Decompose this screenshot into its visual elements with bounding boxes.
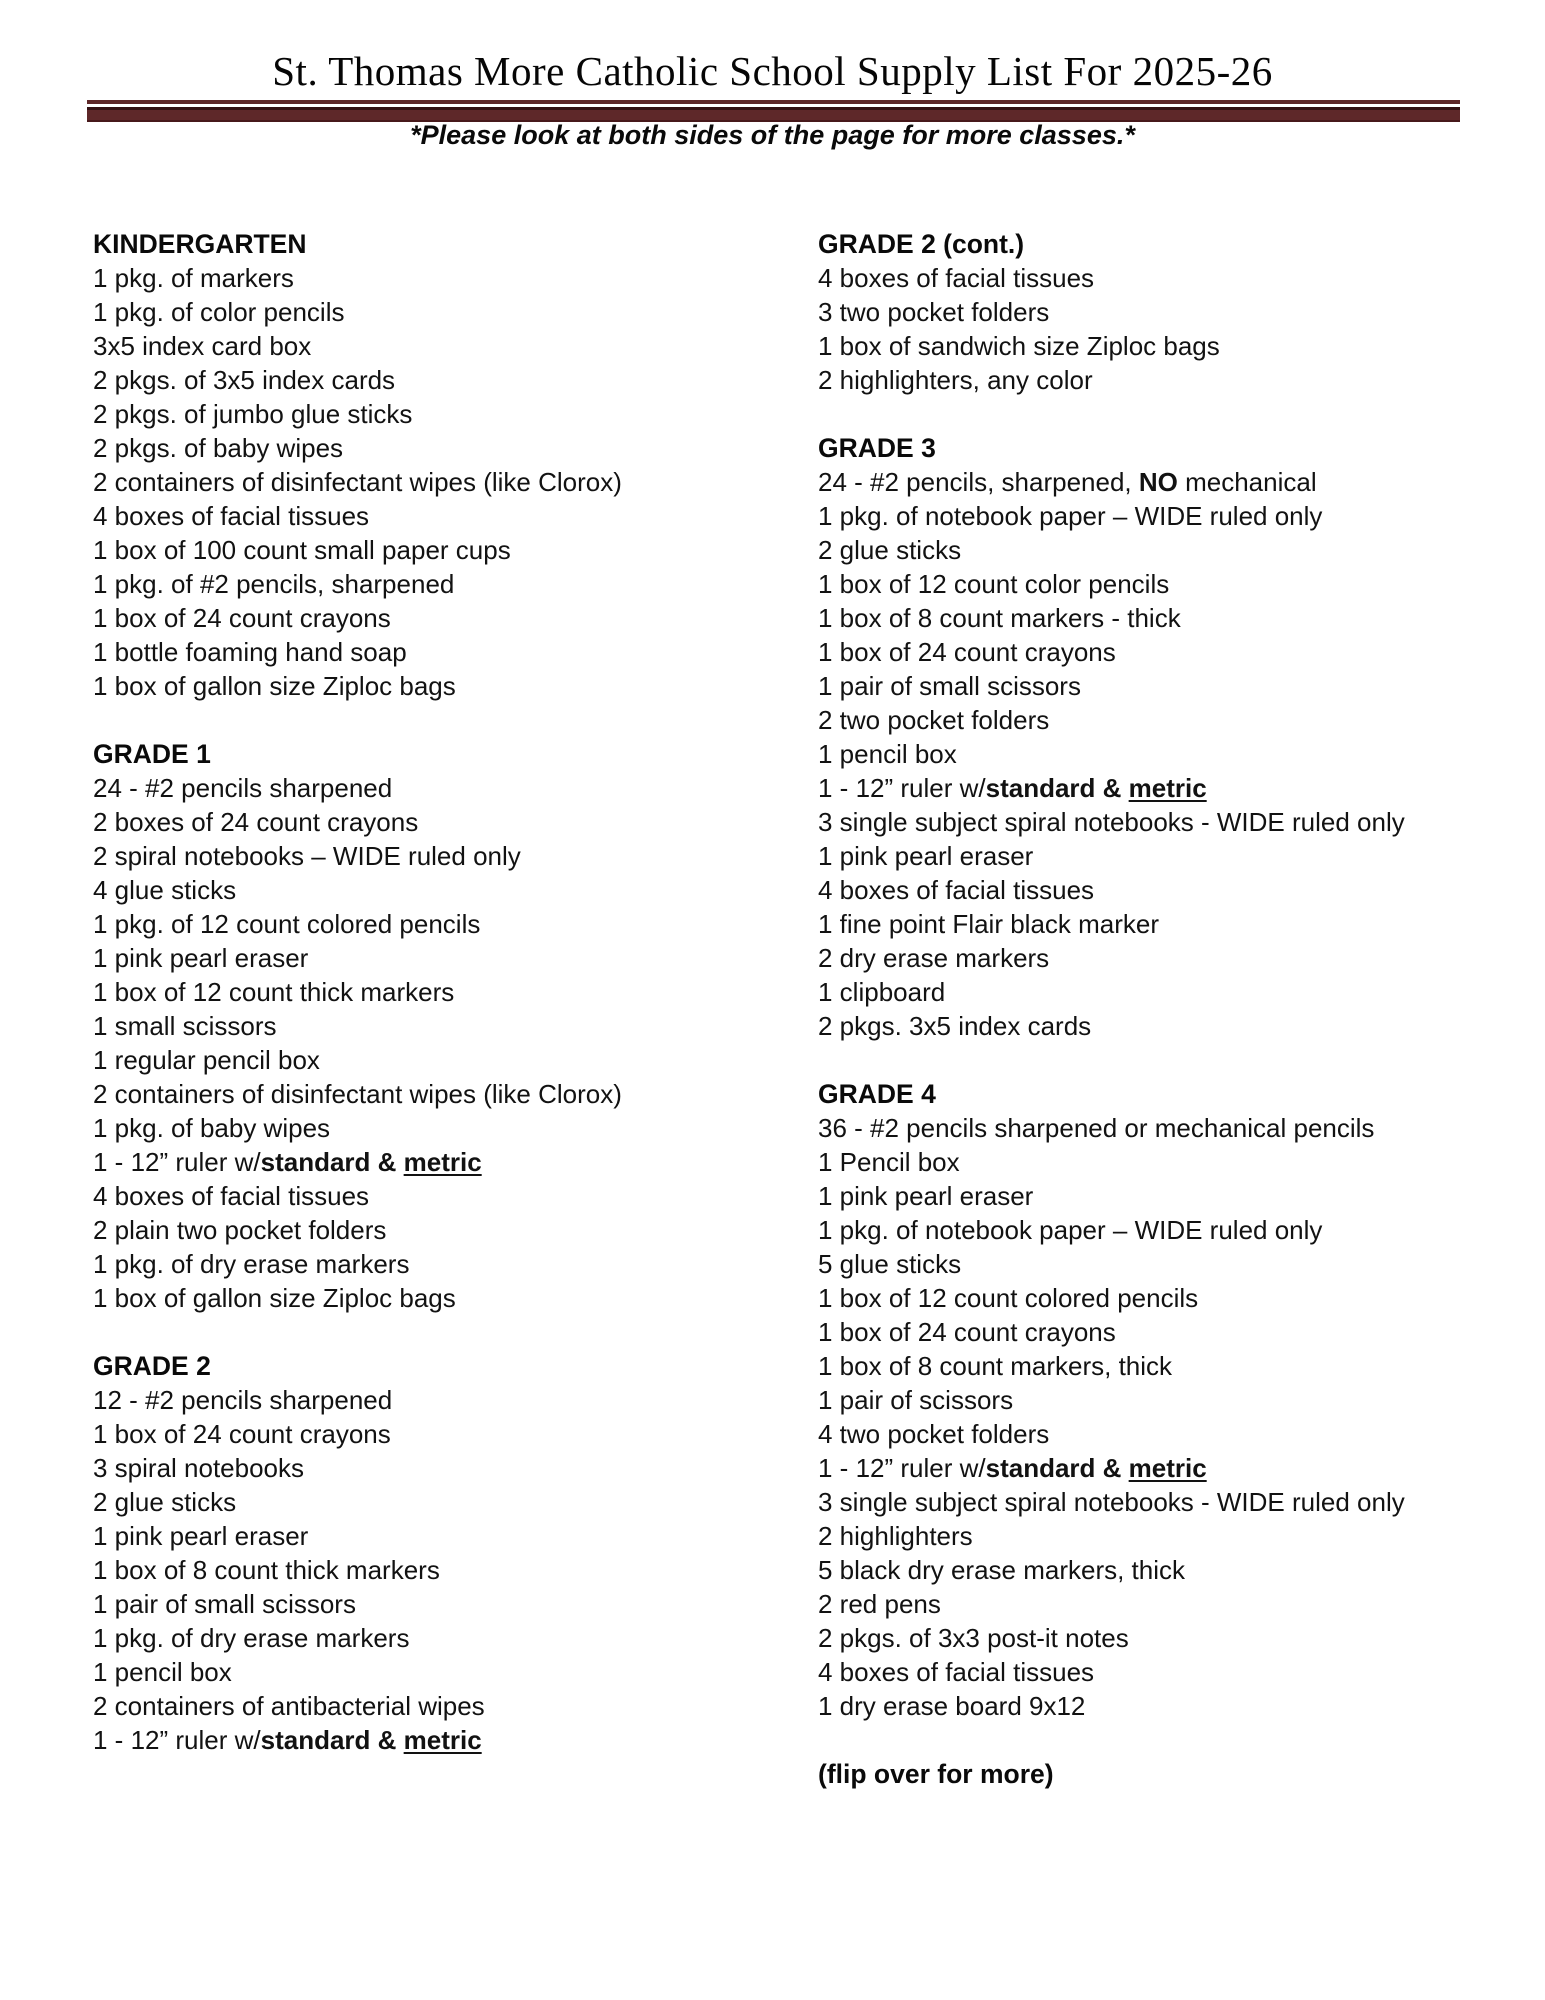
supply-item: 1 box of 100 count small paper cups xyxy=(93,535,511,565)
page-title: St. Thomas More Catholic School Supply List For 2025-26 xyxy=(272,48,1273,94)
supply-item: 1 pkg. of dry erase markers xyxy=(93,1249,410,1279)
supply-section xyxy=(818,431,1518,1043)
supply-item: 4 boxes of facial tissues xyxy=(818,1657,1095,1687)
page-subtitle: *Please look at both sides of the page for more classes.* xyxy=(410,120,1135,150)
supply-section xyxy=(818,227,1518,397)
supply-item: 1 box of sandwich size Ziploc bags xyxy=(818,331,1220,361)
supply-item: 1 box of 8 count thick markers xyxy=(93,1555,440,1585)
supply-item: 2 containers of disinfectant wipes (like Clorox) xyxy=(93,467,622,497)
supply-item: 1 bottle foaming hand soap xyxy=(93,637,407,667)
item-text-segment: standard & xyxy=(985,773,1129,803)
divider-thin-line xyxy=(87,100,1460,104)
supply-items-list xyxy=(93,1383,808,1757)
item-text-segment: 1 - 12” ruler w/ xyxy=(93,1725,261,1755)
supply-item: 2 pkgs. of baby wipes xyxy=(93,433,344,463)
supply-item: 24 - #2 pencils sharpened xyxy=(93,773,393,803)
supply-section xyxy=(93,1349,808,1757)
supply-item: 2 pkgs. of 3x5 index cards xyxy=(93,365,396,395)
supply-item: 1 pair of scissors xyxy=(818,1385,1014,1415)
supply-item: 1 dry erase board 9x12 xyxy=(818,1691,1086,1721)
section-heading: GRADE 4 xyxy=(818,1079,936,1109)
supply-item: 36 - #2 pencils sharpened or mechanical pencils xyxy=(818,1113,1375,1143)
supply-item: 2 pkgs. of 3x3 post-it notes xyxy=(818,1623,1129,1653)
supply-item: 4 boxes of facial tissues xyxy=(818,263,1095,293)
supply-item: 1 pkg. of dry erase markers xyxy=(93,1623,410,1653)
item-text-segment: standard & xyxy=(985,1453,1129,1483)
supply-item: 1 pkg. of 12 count colored pencils xyxy=(93,909,481,939)
supply-section xyxy=(93,737,808,1315)
supply-item: 1 pencil box xyxy=(93,1657,232,1687)
supply-item: 1 box of 24 count crayons xyxy=(93,603,391,633)
column-left xyxy=(93,227,808,1791)
supply-item: 1 pkg. of notebook paper – WIDE ruled only xyxy=(818,501,1323,531)
supply-item: 2 two pocket folders xyxy=(818,705,1050,735)
supply-item: 2 containers of antibacterial wipes xyxy=(93,1691,485,1721)
supply-item: 1 box of 12 count colored pencils xyxy=(818,1283,1199,1313)
section-heading: GRADE 1 xyxy=(93,739,211,769)
supply-item: 1 pkg. of markers xyxy=(93,263,294,293)
supply-item: 1 pkg. of color pencils xyxy=(93,297,345,327)
supply-item: 2 spiral notebooks – WIDE ruled only xyxy=(93,841,521,871)
supply-item: 1 pink pearl eraser xyxy=(818,1181,1034,1211)
supply-item: 1 pair of small scissors xyxy=(818,671,1081,701)
supply-item: 4 glue sticks xyxy=(93,875,237,905)
supply-item: 12 - #2 pencils sharpened xyxy=(93,1385,393,1415)
column-right xyxy=(818,227,1518,1825)
supply-item: 1 box of gallon size Ziploc bags xyxy=(93,1283,456,1313)
item-text-segment: metric xyxy=(403,1147,482,1177)
supply-items-list xyxy=(93,771,808,1315)
supply-item: 1 fine point Flair black marker xyxy=(818,909,1160,939)
item-text-segment: standard & xyxy=(260,1147,404,1177)
supply-item: 1 box of gallon size Ziploc bags xyxy=(93,671,456,701)
supply-item: 1 box of 24 count crayons xyxy=(93,1419,391,1449)
supply-item: 1 box of 8 count markers - thick xyxy=(818,603,1181,633)
supply-item: 3 two pocket folders xyxy=(818,297,1050,327)
supply-item: 3 spiral notebooks xyxy=(93,1453,305,1483)
supply-item: 2 plain two pocket folders xyxy=(93,1215,387,1245)
section-heading: GRADE 2 (cont.) xyxy=(818,229,1025,259)
supply-item xyxy=(93,1723,808,1757)
supply-item xyxy=(818,1451,1518,1485)
supply-item: 1 box of 12 count color pencils xyxy=(818,569,1170,599)
supply-item: 2 pkgs. 3x5 index cards xyxy=(818,1011,1092,1041)
section-heading: GRADE 2 xyxy=(93,1351,211,1381)
supply-item: 1 Pencil box xyxy=(818,1147,960,1177)
supply-item: 2 highlighters xyxy=(818,1521,973,1551)
supply-item: 4 boxes of facial tissues xyxy=(93,1181,370,1211)
section-heading: GRADE 3 xyxy=(818,433,936,463)
supply-item: 3 single subject spiral notebooks - WIDE ruled only xyxy=(818,1487,1405,1517)
supply-item: 2 dry erase markers xyxy=(818,943,1050,973)
item-text-segment: mechanical xyxy=(1177,467,1317,497)
supply-section xyxy=(818,1757,1518,1791)
supply-item: 1 clipboard xyxy=(818,977,946,1007)
supply-item: 1 pink pearl eraser xyxy=(818,841,1034,871)
supply-item: 2 pkgs. of jumbo glue sticks xyxy=(93,399,413,429)
supply-item: 1 regular pencil box xyxy=(93,1045,320,1075)
supply-item: 1 pkg. of notebook paper – WIDE ruled only xyxy=(818,1215,1323,1245)
supply-item: 1 pkg. of baby wipes xyxy=(93,1113,331,1143)
supply-item: 1 box of 8 count markers, thick xyxy=(818,1351,1173,1381)
supply-item: 2 containers of disinfectant wipes (like Clorox) xyxy=(93,1079,622,1109)
supply-item: 3 single subject spiral notebooks - WIDE ruled only xyxy=(818,807,1405,837)
supply-item: 2 highlighters, any color xyxy=(818,365,1093,395)
supply-item: 2 red pens xyxy=(818,1589,941,1619)
supply-item: 4 two pocket folders xyxy=(818,1419,1050,1449)
supply-item xyxy=(818,465,1518,499)
item-text-segment: 24 - #2 pencils, sharpened, xyxy=(818,467,1139,497)
supply-items-list xyxy=(93,261,808,703)
supply-item: 1 pkg. of #2 pencils, sharpened xyxy=(93,569,455,599)
supply-item xyxy=(93,1145,808,1179)
item-text-segment: metric xyxy=(1128,773,1207,803)
supply-item: 2 glue sticks xyxy=(93,1487,237,1517)
supply-section xyxy=(818,1077,1518,1723)
section-heading: (flip over for more) xyxy=(818,1759,1054,1789)
supply-item: 5 glue sticks xyxy=(818,1249,962,1279)
supply-items-list xyxy=(818,1111,1518,1723)
supply-item: 1 box of 24 count crayons xyxy=(818,1317,1116,1347)
supply-item: 1 small scissors xyxy=(93,1011,277,1041)
section-heading: KINDERGARTEN xyxy=(93,229,307,259)
supply-item: 1 box of 12 count thick markers xyxy=(93,977,455,1007)
supply-item: 4 boxes of facial tissues xyxy=(93,501,370,531)
supply-items-list xyxy=(818,261,1518,397)
item-text-segment: NO xyxy=(1138,467,1178,497)
supply-item: 2 glue sticks xyxy=(818,535,962,565)
item-text-segment: metric xyxy=(1128,1453,1207,1483)
supply-item: 4 boxes of facial tissues xyxy=(818,875,1095,905)
supply-item: 5 black dry erase markers, thick xyxy=(818,1555,1186,1585)
supply-item: 1 pink pearl eraser xyxy=(93,943,309,973)
item-text-segment: standard & xyxy=(260,1725,404,1755)
supply-item: 1 pink pearl eraser xyxy=(93,1521,309,1551)
supply-item: 3x5 index card box xyxy=(93,331,312,361)
supply-section xyxy=(93,227,808,703)
supply-item: 1 box of 24 count crayons xyxy=(818,637,1116,667)
supply-item: 1 pencil box xyxy=(818,739,957,769)
supply-item: 1 pair of small scissors xyxy=(93,1589,356,1619)
item-text-segment: 1 - 12” ruler w/ xyxy=(818,773,986,803)
item-text-segment: 1 - 12” ruler w/ xyxy=(818,1453,986,1483)
item-text-segment: 1 - 12” ruler w/ xyxy=(93,1147,261,1177)
item-text-segment: metric xyxy=(403,1725,482,1755)
supply-item xyxy=(818,771,1518,805)
supply-items-list xyxy=(818,465,1518,1043)
supply-item: 2 boxes of 24 count crayons xyxy=(93,807,419,837)
